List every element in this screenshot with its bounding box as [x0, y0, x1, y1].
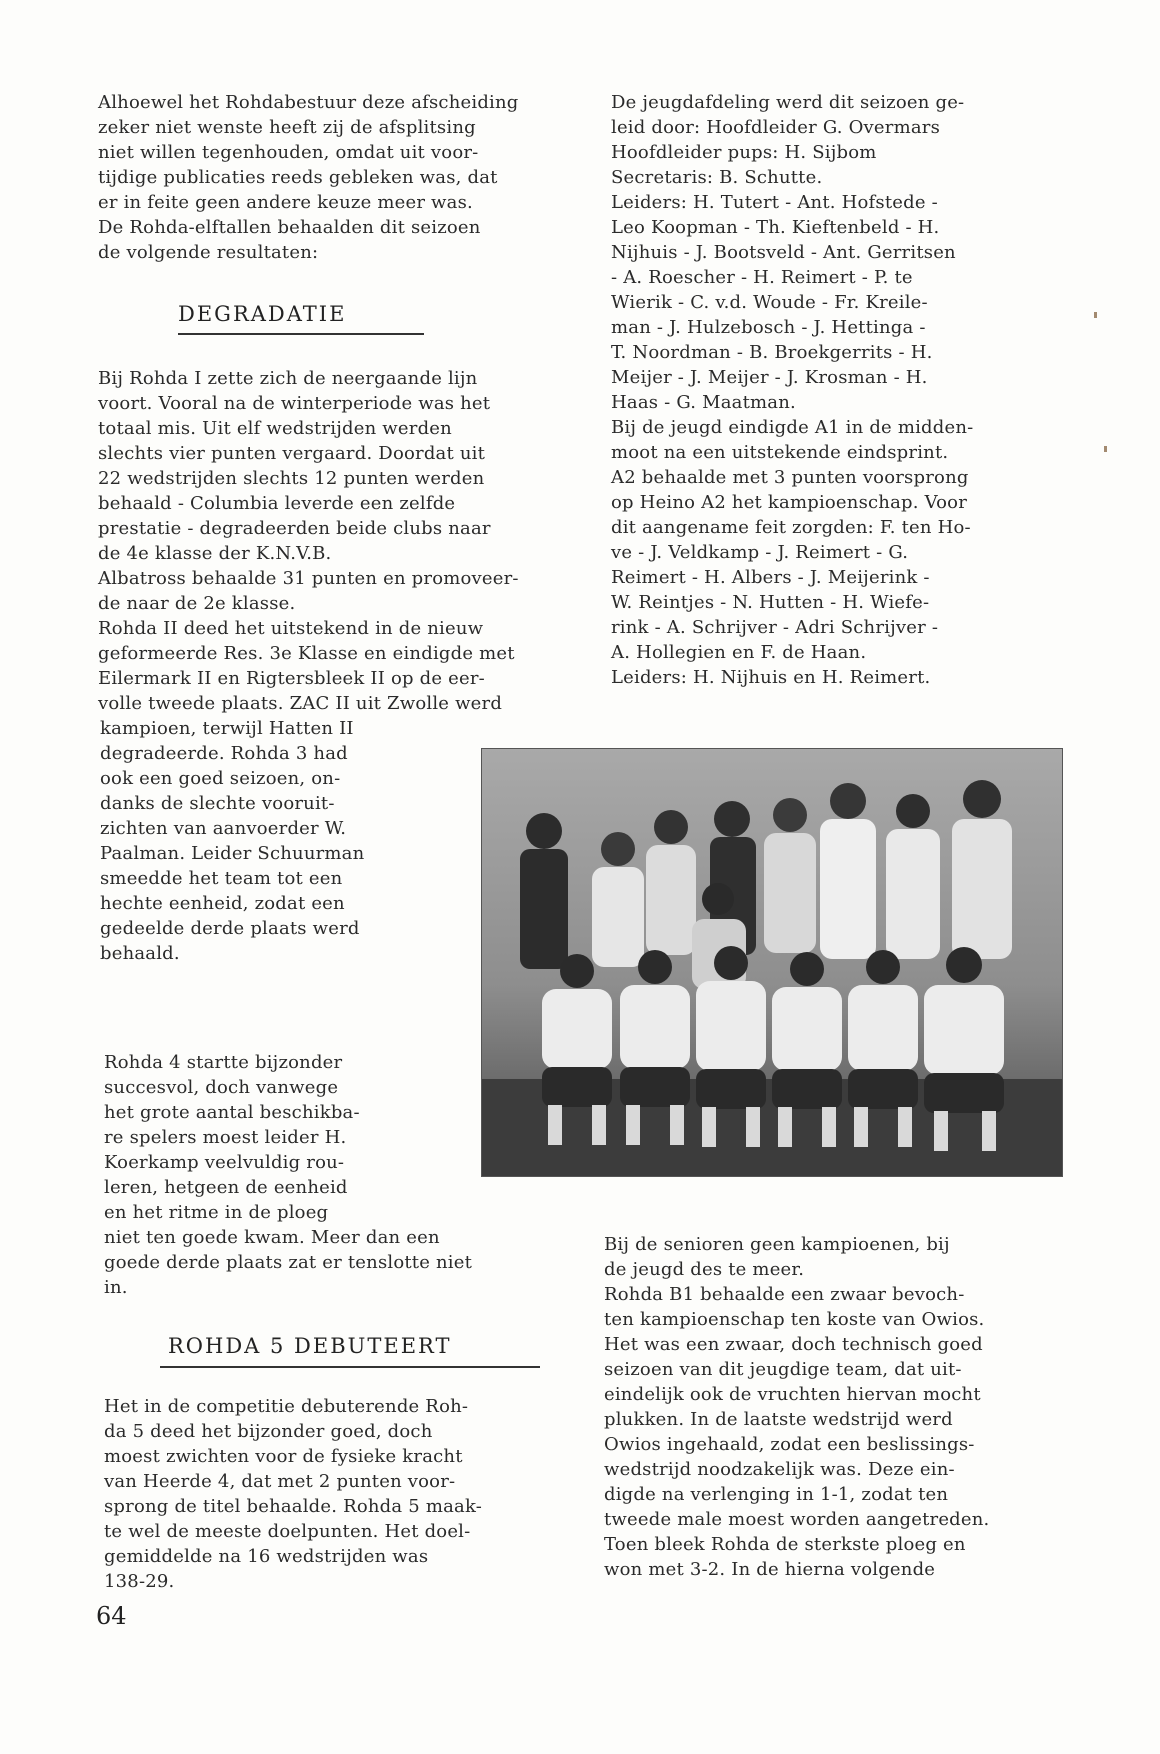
text-line: plukken. In de laatste wedstrijd werd [604, 1409, 953, 1430]
text-line: er in feite geen andere keuze meer was. [98, 192, 473, 213]
text-line: te wel de meeste doelpunten. Het doel- [104, 1521, 471, 1542]
text-line: niet willen tegenhouden, omdat uit voor- [98, 142, 479, 163]
text-line: 138-29. [104, 1571, 175, 1592]
text-line: man - J. Hulzebosch - J. Hettinga - [611, 317, 926, 338]
text-line: Reimert - H. Albers - J. Meijerink - [611, 567, 930, 588]
text-line: smeedde het team tot een [100, 868, 343, 889]
text-line: Haas - G. Maatman. [611, 392, 796, 413]
text-line: Bij de senioren geen kampioenen, bij [604, 1234, 950, 1255]
text-line: volle tweede plaats. ZAC II uit Zwolle werd [98, 693, 503, 714]
rohda3-paragraph [100, 716, 364, 966]
text-line: Hoofdleider pups: H. Sijbom [611, 142, 877, 163]
text-line: in. [104, 1277, 128, 1298]
text-line: Bij de jeugd eindigde A1 in de midden- [611, 417, 974, 438]
text-line: moest zwichten voor de fysieke kracht [104, 1446, 463, 1467]
text-line: gemiddelde na 16 wedstrijden was [104, 1546, 429, 1567]
text-line: digde na verlenging in 1-1, zodat ten [604, 1484, 949, 1505]
text-line: prestatie - degradeerden beide clubs naar [98, 518, 491, 539]
text-line: behaald - Columbia leverde een zelfde [98, 493, 456, 514]
degradatie-paragraph [98, 366, 519, 716]
text-line: Secretaris: B. Schutte. [611, 167, 823, 188]
seniors-paragraph [604, 1232, 989, 1582]
intro-paragraph [98, 90, 519, 265]
text-line: Wierik - C. v.d. Woude - Fr. Kreile- [611, 292, 928, 313]
text-line: danks de slechte vooruit- [100, 793, 335, 814]
text-line: ook een goed seizoen, on- [100, 768, 341, 789]
text-line: ve - J. Veldkamp - J. Reimert - G. [611, 542, 909, 563]
text-line: slechts vier punten vergaard. Doordat uit [98, 443, 486, 464]
text-line: Het was een zwaar, doch technisch goed [604, 1334, 983, 1355]
text-line: totaal mis. Uit elf wedstrijden werden [98, 418, 452, 439]
text-line: da 5 deed het bijzonder goed, doch [104, 1421, 433, 1442]
text-line: Koerkamp veelvuldig rou- [104, 1152, 345, 1173]
text-line: behaald. [100, 943, 180, 964]
text-line: ten kampioenschap ten koste van Owios. [604, 1309, 985, 1330]
text-line: wedstrijd noodzakelijk was. Deze ein- [604, 1459, 955, 1480]
text-line: goede derde plaats zat er tenslotte niet [104, 1252, 473, 1273]
text-line: het grote aantal beschikba- [104, 1102, 360, 1123]
text-line: Nijhuis - J. Bootsveld - Ant. Gerritsen [611, 242, 956, 263]
text-line: degradeerde. Rohda 3 had [100, 743, 348, 764]
team-photo [481, 748, 1063, 1177]
heading-underline [178, 333, 424, 335]
scan-speck [1094, 312, 1097, 318]
text-line: Rohda B1 behaalde een zwaar bevoch- [604, 1284, 965, 1305]
text-line: van Heerde 4, dat met 2 punten voor- [104, 1471, 456, 1492]
text-line: Eilermark II en Rigtersbleek II op de eer- [98, 668, 485, 689]
scan-speck [1104, 446, 1107, 452]
text-line: zeker niet wenste heeft zij de afsplitsing [98, 117, 476, 138]
rohda5-paragraph [104, 1394, 482, 1594]
heading-underline [160, 1366, 540, 1368]
text-line: eindelijk ook de vruchten hiervan mocht [604, 1384, 981, 1405]
text-line: leren, hetgeen de eenheid [104, 1177, 348, 1198]
text-line: tweede male moest worden aangetreden. [604, 1509, 990, 1530]
text-line: De jeugdafdeling werd dit seizoen ge- [611, 92, 965, 113]
team-photo-illustration [482, 749, 1062, 1176]
text-line: rink - A. Schrijver - Adri Schrijver - [611, 617, 939, 638]
text-line: en het ritme in de ploeg [104, 1202, 329, 1223]
text-line: Leo Koopman - Th. Kieftenbeld - H. [611, 217, 940, 238]
youth-department-paragraph [611, 90, 973, 690]
text-line: dit aangename feit zorgden: F. ten Ho- [611, 517, 971, 538]
text-line: hechte eenheid, zodat een [100, 893, 345, 914]
text-line: moot na een uitstekende eindsprint. [611, 442, 949, 463]
text-line: Rohda 4 startte bijzonder [104, 1052, 343, 1073]
text-line: A2 behaalde met 3 punten voorsprong [611, 467, 969, 488]
text-line: Albatross behaalde 31 punten en promoveer- [98, 568, 519, 589]
text-line: Toen bleek Rohda de sterkste ploeg en [604, 1534, 966, 1555]
text-line: niet ten goede kwam. Meer dan een [104, 1227, 440, 1248]
text-line: op Heino A2 het kampioenschap. Voor [611, 492, 968, 513]
text-line: kampioen, terwijl Hatten II [100, 718, 354, 739]
text-line: de naar de 2e klasse. [98, 593, 296, 614]
text-line: zichten van aanvoerder W. [100, 818, 347, 839]
page-number: 64 [96, 1602, 127, 1630]
text-line: Leiders: H. Tutert - Ant. Hofstede - [611, 192, 938, 213]
text-line: Leiders: H. Nijhuis en H. Reimert. [611, 667, 931, 688]
text-line: re spelers moest leider H. [104, 1127, 347, 1148]
text-line: sprong de titel behaalde. Rohda 5 maak- [104, 1496, 483, 1517]
text-line: voort. Vooral na de winterperiode was het [98, 393, 491, 414]
text-line: de jeugd des te meer. [604, 1259, 805, 1280]
text-line: Het in de competitie debuterende Roh- [104, 1396, 469, 1417]
text-line: won met 3-2. In de hierna volgende [604, 1559, 936, 1580]
text-line: De Rohda-elftallen behaalden dit seizoen [98, 217, 481, 238]
rohda4-paragraph [104, 1050, 472, 1300]
section-heading-rohda5: ROHDA 5 DEBUTEERT [168, 1334, 452, 1358]
text-line: Paalman. Leider Schuurman [100, 843, 365, 864]
text-line: de volgende resultaten: [98, 242, 319, 263]
text-line: tijdige publicaties reeds gebleken was, dat [98, 167, 498, 188]
text-line: Meijer - J. Meijer - J. Krosman - H. [611, 367, 928, 388]
text-line: Bij Rohda I zette zich de neergaande lijn [98, 368, 478, 389]
text-line: succesvol, doch vanwege [104, 1077, 339, 1098]
section-heading-degradatie: DEGRADATIE [178, 302, 347, 326]
text-line: Alhoewel het Rohdabestuur deze afscheiding [98, 92, 519, 113]
text-line: Owios ingehaald, zodat een beslissings- [604, 1434, 975, 1455]
text-line: Rohda II deed het uitstekend in de nieuw [98, 618, 484, 639]
text-line: geformeerde Res. 3e Klasse en eindigde met [98, 643, 515, 664]
text-line: leid door: Hoofdleider G. Overmars [611, 117, 941, 138]
text-line: - A. Roescher - H. Reimert - P. te [611, 267, 913, 288]
text-line: seizoen van dit jeugdige team, dat uit- [604, 1359, 962, 1380]
text-line: W. Reintjes - N. Hutten - H. Wiefe- [611, 592, 930, 613]
text-line: A. Hollegien en F. de Haan. [611, 642, 867, 663]
text-line: T. Noordman - B. Broekgerrits - H. [611, 342, 933, 363]
text-line: gedeelde derde plaats werd [100, 918, 360, 939]
text-line: de 4e klasse der K.N.V.B. [98, 543, 332, 564]
text-line: 22 wedstrijden slechts 12 punten werden [98, 468, 485, 489]
